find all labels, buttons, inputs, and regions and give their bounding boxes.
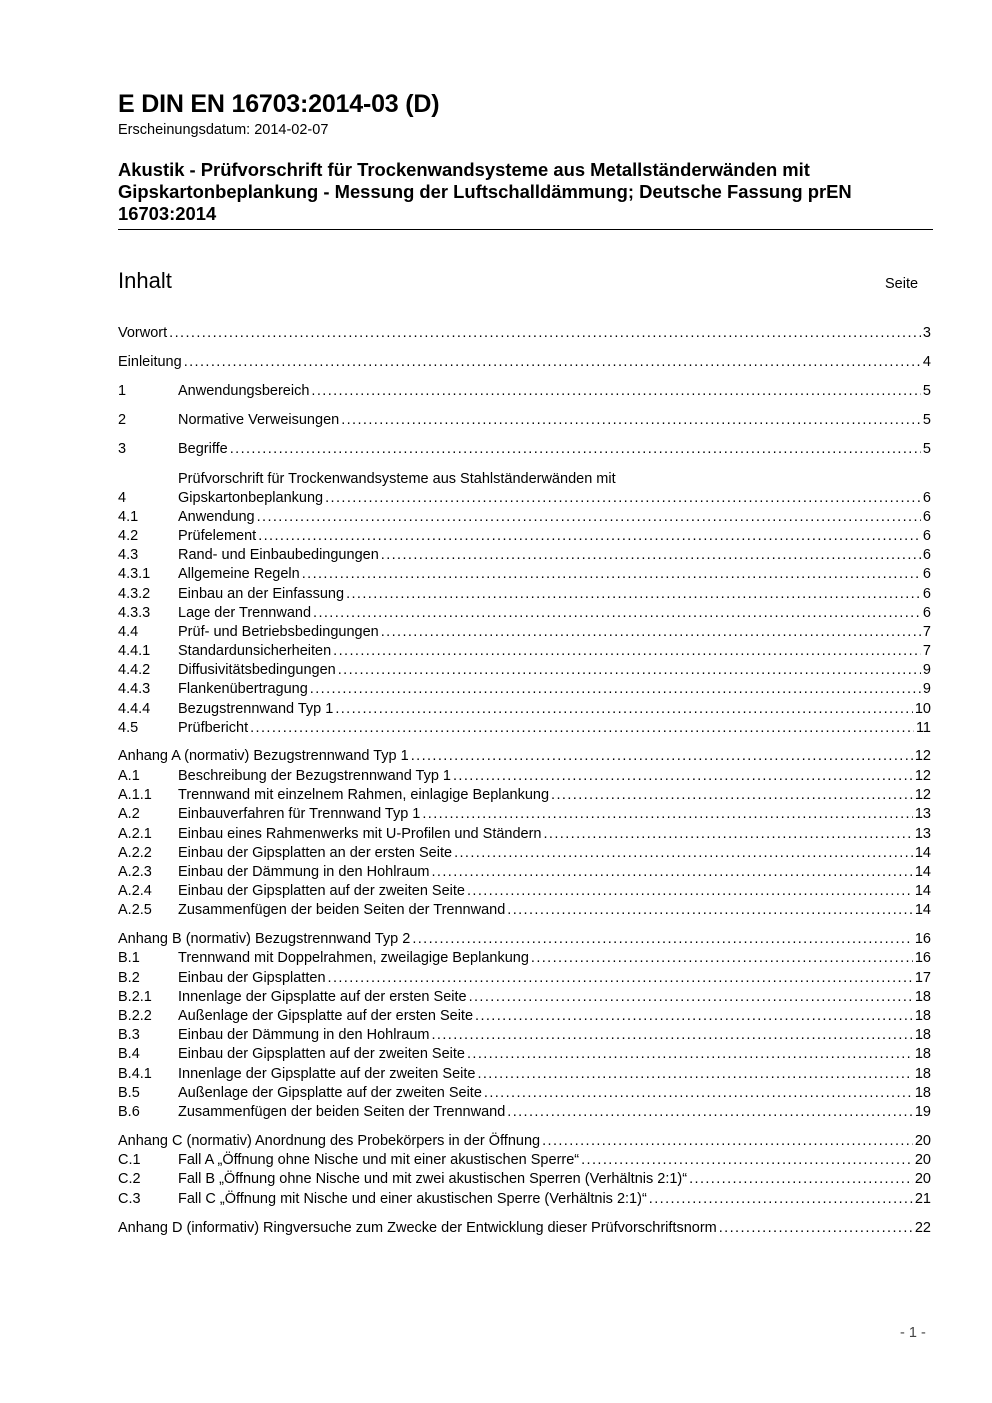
toc-dot-leader (346, 586, 921, 602)
toc-entry-number: B.2 (118, 970, 140, 986)
toc-entry-title: Standardunsicherheiten (178, 643, 332, 659)
toc-entry-page: 9 (922, 681, 931, 697)
toc-entry-title: Einbau der Gipsplatten auf der zweiten Seite (178, 883, 465, 899)
toc-entry-title: Außenlage der Gipsplatte auf der zweiten Seite (178, 1085, 482, 1101)
toc-entry-page: 5 (922, 412, 931, 428)
toc-entry-number: A.2.5 (118, 902, 152, 918)
toc-entry[interactable] (118, 1171, 931, 1190)
toc-entry-page: 5 (922, 441, 931, 457)
toc-entry[interactable] (118, 970, 931, 989)
toc-entry-number: B.4 (118, 1046, 140, 1062)
toc-entry-page: 9 (922, 662, 931, 678)
toc-dot-leader (431, 864, 912, 880)
toc-dot-leader (467, 1046, 913, 1062)
toc-dot-leader (328, 970, 913, 986)
toc-entry-number: A.2.2 (118, 845, 152, 861)
toc-entry-number: 4.3.1 (118, 566, 151, 582)
toc-entry-number: 4.5 (118, 720, 139, 736)
toc-dot-leader (454, 845, 913, 861)
title-divider (118, 229, 933, 230)
toc-entry-title: Anwendungsbereich (178, 383, 310, 399)
toc-entry-page: 6 (922, 586, 931, 602)
toc-entry[interactable] (118, 662, 931, 681)
toc-entry-number: A.2.4 (118, 883, 152, 899)
toc-entry[interactable] (118, 643, 931, 662)
toc-entry-page: 6 (922, 509, 931, 525)
toc-entry-title: Diffusivitätsbedingungen (178, 662, 336, 678)
toc-dot-leader (335, 701, 913, 717)
toc-entry-page: 18 (914, 1008, 931, 1024)
toc-dot-leader (542, 1133, 913, 1149)
toc-entry-number: 4.4.4 (118, 701, 151, 717)
toc-entry-title: Zusammenfügen der beiden Seiten der Trennwand (178, 1104, 506, 1120)
toc-entry[interactable] (118, 528, 931, 547)
toc-entry[interactable] (118, 681, 931, 700)
toc-entry-number: A.2 (118, 806, 140, 822)
toc-entry[interactable] (118, 701, 931, 720)
toc-dot-leader (313, 605, 921, 621)
toc-dot-leader (689, 1171, 913, 1187)
toc-entry[interactable] (118, 902, 931, 921)
toc-entry-number: C.2 (118, 1171, 141, 1187)
toc-dot-leader (333, 643, 921, 659)
toc-entry-page: 7 (922, 624, 931, 640)
toc-dot-leader (412, 931, 913, 947)
toc-entry-number: B.6 (118, 1104, 140, 1120)
toc-entry-title: Anhang B (normativ) Bezugstrennwand Typ 2 (118, 931, 411, 947)
document-id: E DIN EN 16703:2014-03 (D) (118, 90, 440, 118)
toc-entry[interactable] (118, 1046, 931, 1065)
toc-entry-number: 4.4.3 (118, 681, 151, 697)
toc-entry[interactable] (118, 806, 931, 825)
toc-entry-page: 18 (914, 1046, 931, 1062)
toc-entry[interactable] (118, 586, 931, 605)
page-number: - 1 - (900, 1325, 926, 1341)
toc-entry[interactable] (118, 1152, 931, 1171)
toc-entry-page: 12 (914, 748, 931, 764)
toc-entry-page: 18 (914, 1085, 931, 1101)
toc-entry-page: 20 (914, 1171, 931, 1187)
toc-entry-page: 14 (914, 845, 931, 861)
toc-dot-leader (258, 528, 921, 544)
toc-entry-page: 6 (922, 547, 931, 563)
toc-entry-page: 14 (914, 864, 931, 880)
toc-dot-leader (544, 826, 913, 842)
toc-entry-page: 6 (922, 566, 931, 582)
toc-entry-number: A.1.1 (118, 787, 152, 803)
toc-entry-number: B.3 (118, 1027, 140, 1043)
toc-entry[interactable] (118, 1133, 931, 1152)
toc-entry-title: Fall C „Öffnung mit Nische und einer akustischen Sperre (Verhältnis 2:1)“ (178, 1191, 647, 1207)
toc-entry[interactable] (118, 441, 931, 460)
toc-entry-page: 3 (922, 325, 931, 341)
toc-entry-number: B.2.1 (118, 989, 152, 1005)
toc-entry[interactable] (118, 720, 931, 739)
toc-dot-leader (581, 1152, 913, 1168)
toc-entry-number: 4.3 (118, 547, 139, 563)
toc-dot-leader (302, 566, 921, 582)
toc-dot-leader (257, 509, 921, 525)
toc-entry[interactable] (118, 883, 931, 902)
toc-entry-page: 16 (914, 931, 931, 947)
toc-entry[interactable] (118, 1104, 931, 1123)
toc-entry-title: Anhang D (informativ) Ringversuche zum Zwecke der Entwicklung dieser Prüfvorschriftsnorm (118, 1220, 717, 1236)
toc-entry-title: Rand- und Einbaubedingungen (178, 547, 379, 563)
toc-entry[interactable] (118, 354, 931, 373)
toc-entry-page: 13 (914, 826, 931, 842)
toc-entry[interactable] (118, 566, 931, 585)
toc-entry[interactable] (118, 412, 931, 431)
toc-dot-leader (169, 325, 921, 341)
toc-entry-title: Einleitung (118, 354, 182, 370)
toc-entry-title: Begriffe (178, 441, 228, 457)
toc-entry-page: 12 (914, 768, 931, 784)
toc-entry[interactable] (118, 845, 931, 864)
toc-entry-page: 21 (914, 1191, 931, 1207)
toc-entry-number: 4.1 (118, 509, 139, 525)
toc-entry-page: 6 (922, 605, 931, 621)
toc-entry-title: Einbau an der Einfassung (178, 586, 345, 602)
toc-entry[interactable] (118, 826, 931, 845)
toc-entry-number: 4.4.1 (118, 643, 151, 659)
toc-entry[interactable] (118, 864, 931, 883)
toc-entry-title: Prüfelement (178, 528, 257, 544)
toc-entry[interactable] (118, 1008, 931, 1027)
toc-entry-page: 7 (922, 643, 931, 659)
toc-entry-title: Innenlage der Gipsplatte auf der ersten Seite (178, 989, 467, 1005)
toc-entry-number: A.2.1 (118, 826, 152, 842)
toc-dot-leader (431, 1027, 912, 1043)
toc-entry-title: Trennwand mit Doppelrahmen, zweilagige Beplankung (178, 950, 529, 966)
toc-entry-title: Einbau der Gipsplatten auf der zweiten Seite (178, 1046, 465, 1062)
toc-entry[interactable] (118, 1066, 931, 1085)
toc-entry[interactable] (118, 1085, 931, 1104)
toc-entry[interactable] (118, 950, 931, 969)
toc-entry-title: Prüf- und Betriebsbedingungen (178, 624, 379, 640)
toc-dot-leader (507, 902, 913, 918)
toc-dot-leader (484, 1085, 913, 1101)
toc-entry[interactable] (118, 624, 931, 643)
toc-entry[interactable] (118, 325, 931, 344)
toc-entry-number: B.4.1 (118, 1066, 152, 1082)
toc-entry-title: Lage der Trennwand (178, 605, 312, 621)
toc-entry-number: B.5 (118, 1085, 140, 1101)
toc-entry-title: Prüfbericht (178, 720, 249, 736)
toc-entry-page: 4 (922, 354, 931, 370)
publication-date: Erscheinungsdatum: 2014-02-07 (118, 122, 329, 138)
toc-entry-title: Trennwand mit einzelnem Rahmen, einlagige Beplankung (178, 787, 550, 803)
toc-entry[interactable] (118, 547, 931, 566)
toc-entry-page: 12 (914, 787, 931, 803)
toc-dot-leader (381, 547, 921, 563)
toc-entry-number: A.2.3 (118, 864, 152, 880)
toc-entry-page: 19 (914, 1104, 931, 1120)
toc-entry[interactable] (118, 989, 931, 1008)
toc-dot-leader (475, 1008, 913, 1024)
toc-entry-title: Einbau der Gipsplatten an der ersten Seite (178, 845, 453, 861)
toc-dot-leader (507, 1104, 913, 1120)
toc-dot-leader (551, 787, 913, 803)
toc-entry-page: 14 (914, 902, 931, 918)
toc-entry-page: 16 (914, 950, 931, 966)
toc-entry-page: 6 (922, 528, 931, 544)
toc-entry-page: 18 (914, 989, 931, 1005)
toc-entry-page: 18 (914, 1066, 931, 1082)
toc-entry-title: Anhang C (normativ) Anordnung des Probekörpers in der Öffnung (118, 1133, 541, 1149)
toc-dot-leader (338, 662, 921, 678)
toc-entry-4-first-line: Prüfvorschrift für Trockenwandsysteme aus Stahlständerwänden mit (178, 471, 616, 487)
toc-entry-page: 11 (915, 720, 931, 736)
toc-entry-number: 4.3.3 (118, 605, 151, 621)
toc-entry-number: 4.4 (118, 624, 139, 640)
toc-entry-number: 4.2 (118, 528, 139, 544)
toc-dot-leader (719, 1220, 913, 1236)
toc-entry-number: B.1 (118, 950, 140, 966)
toc-entry-number: B.2.2 (118, 1008, 152, 1024)
toc-entry-title: Einbauverfahren für Trennwand Typ 1 (178, 806, 421, 822)
toc-entry-page: 18 (914, 1027, 931, 1043)
toc-entry-page: 20 (914, 1152, 931, 1168)
toc-entry-number: 1 (118, 383, 127, 399)
toc-entry-number: 3 (118, 441, 127, 457)
toc-entry-title: Zusammenfügen der beiden Seiten der Trennwand (178, 902, 506, 918)
toc-dot-leader (311, 383, 921, 399)
toc-entry[interactable] (118, 1191, 931, 1210)
document-title: Akustik - Prüfvorschrift für Trockenwandsysteme aus Metallständerwänden mit Gipskartonbeplankung - Messung der Luftschalldämmung; Deutsche Fassung prEN 16703:2014 (118, 159, 852, 224)
toc-entry-number: C.3 (118, 1191, 141, 1207)
toc-entry-page: 10 (914, 701, 931, 717)
toc-entry-page: 14 (914, 883, 931, 899)
toc-entry[interactable] (118, 1027, 931, 1046)
toc-entry-number: C.1 (118, 1152, 141, 1168)
toc-entry-page: 20 (914, 1133, 931, 1149)
toc-entry-page: 13 (914, 806, 931, 822)
toc-entry-number: A.1 (118, 768, 140, 784)
toc-entry-number: 4.4.2 (118, 662, 151, 678)
toc-dot-leader (381, 624, 921, 640)
toc-dot-leader (477, 1066, 912, 1082)
toc-entry-title: Fall B „Öffnung ohne Nische und mit zwei akustischen Sperren (Verhältnis 2:1)“ (178, 1171, 688, 1187)
toc-entry-title: Einbau der Gipsplatten (178, 970, 326, 986)
toc-heading: Inhalt (118, 268, 172, 293)
toc-entry-page: 5 (922, 383, 931, 399)
toc-dot-leader (422, 806, 913, 822)
toc-dot-leader (341, 412, 921, 428)
toc-entry[interactable] (118, 748, 931, 767)
toc-entry-title: Innenlage der Gipsplatte auf der zweiten Seite (178, 1066, 476, 1082)
toc-entry-title: Bezugstrennwand Typ 1 (178, 701, 334, 717)
toc-dot-leader (411, 748, 913, 764)
toc-entry[interactable] (118, 509, 931, 528)
toc-dot-leader (453, 768, 913, 784)
toc-entry-title: Allgemeine Regeln (178, 566, 300, 582)
toc-dot-leader (230, 441, 921, 457)
toc-dot-leader (310, 681, 921, 697)
toc-entry-title: Anhang A (normativ) Bezugstrennwand Typ 1 (118, 748, 409, 764)
toc-dot-leader (531, 950, 913, 966)
toc-entry[interactable] (118, 383, 931, 402)
toc-entry-number: 4.3.2 (118, 586, 151, 602)
toc-entry-title: Außenlage der Gipsplatte auf der ersten Seite (178, 1008, 474, 1024)
toc-entry[interactable] (118, 768, 931, 787)
toc-entry-page: 17 (914, 970, 931, 986)
toc-dot-leader (325, 490, 921, 506)
toc-entry-title: Einbau der Dämmung in den Hohlraum (178, 1027, 430, 1043)
toc-entry-page: 6 (922, 490, 931, 506)
toc-entry[interactable] (118, 605, 931, 624)
toc-page-column-label: Seite (885, 276, 919, 292)
toc-entry-title: Anwendung (178, 509, 255, 525)
toc-entry[interactable] (118, 1220, 931, 1239)
toc-dot-leader (649, 1191, 913, 1207)
toc-dot-leader (469, 989, 913, 1005)
toc-entry-title: Gipskartonbeplankung (178, 490, 324, 506)
toc-entry-number: 4 (118, 490, 127, 506)
toc-entry-title: Normative Verweisungen (178, 412, 340, 428)
toc-dot-leader (467, 883, 913, 899)
toc-entry-title: Fall A „Öffnung ohne Nische und mit einer akustischen Sperre“ (178, 1152, 580, 1168)
toc-entry-title: Beschreibung der Bezugstrennwand Typ 1 (178, 768, 451, 784)
toc-entry-title: Flankenübertragung (178, 681, 308, 697)
toc-entry-title: Einbau eines Rahmenwerks mit U-Profilen und Ständern (178, 826, 542, 842)
toc-dot-leader (250, 720, 914, 736)
toc-entry[interactable] (118, 931, 931, 950)
toc-entry-title: Vorwort (118, 325, 168, 341)
toc-dot-leader (184, 354, 921, 370)
toc-entry-number: 2 (118, 412, 127, 428)
toc-entry[interactable] (118, 490, 931, 509)
toc-entry[interactable] (118, 787, 931, 806)
toc-entry-title: Einbau der Dämmung in den Hohlraum (178, 864, 430, 880)
toc-entry-page: 22 (914, 1220, 931, 1236)
